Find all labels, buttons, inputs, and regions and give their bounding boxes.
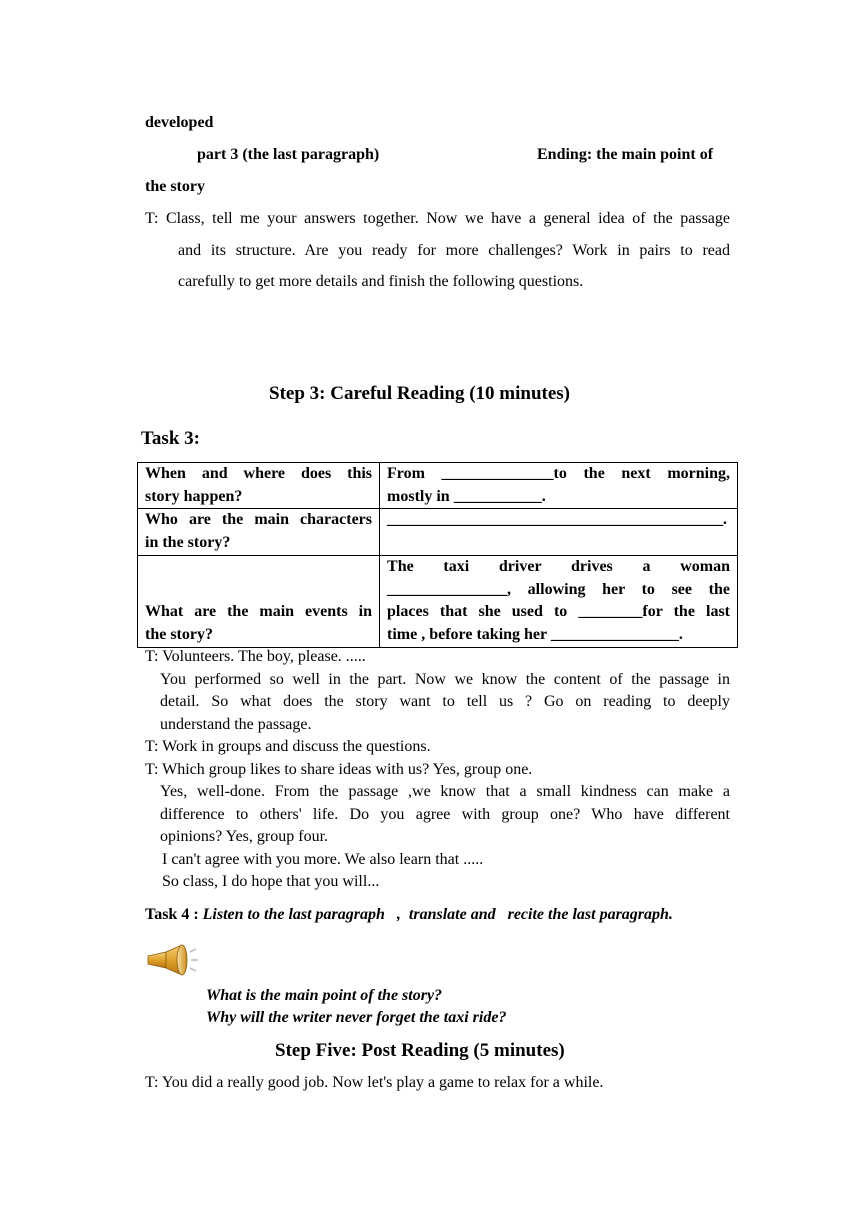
dialogue-line: T: Work in groups and discuss the questions.	[145, 738, 431, 755]
part3-description: Ending: the main point of	[537, 146, 714, 163]
dialogue-line: opinions? Yes, group four.	[160, 828, 329, 845]
intro-line-the-story: the story	[145, 178, 205, 195]
table-answer-cell: From ______________to the next morning, mostly in ___________.	[380, 463, 738, 509]
table-question-cell: Who are the main characters in the story?	[138, 509, 380, 555]
teacher-line: and its structure. Are you ready for more challenges? Work in pairs to read	[178, 241, 730, 259]
dialogue-block	[145, 646, 730, 894]
table-answer-cell: The taxi driver drives a woman _______________, allowing her to see the places that she used to ________for the last time , before taking her ________________.	[380, 555, 738, 647]
task3-label: Task 3:	[141, 428, 200, 449]
question-never-forget: Why will the writer never forget the taxi ride?	[206, 1009, 507, 1026]
teacher-line: carefully to get more details and finish the following questions.	[178, 273, 584, 290]
step5-teacher-line: T: You did a really good job. Now let's play a game to relax for a while.	[145, 1074, 604, 1091]
dialogue-line: You performed so well in the part. Now we know the content of the passage in	[160, 670, 730, 688]
dialogue-line: understand the passage.	[160, 715, 312, 733]
teacher-paragraph	[145, 203, 730, 298]
dialogue-line: detail. So what does the story want to tell us ? Go on reading to deeply	[160, 693, 730, 710]
table-row	[138, 555, 738, 647]
question-main-point: What is the main point of the story?	[206, 987, 443, 1004]
task4-text: Listen to the last paragraph , translate and recite the last paragraph.	[202, 906, 673, 923]
table-question-cell: What are the main events in the story?	[138, 555, 380, 647]
task3-table	[137, 462, 738, 648]
task4-label: Task 4 :	[145, 906, 203, 923]
teacher-line: T: Class, tell me your answers together. Now we have a general idea of the passage	[145, 210, 730, 227]
task4-instruction	[145, 906, 730, 924]
table-question-cell: When and where does this story happen?	[138, 463, 380, 509]
dialogue-line: Yes, well-done. From the passage ,we know that a small kindness can make a	[160, 783, 730, 800]
step5-heading: Step Five: Post Reading (5 minutes)	[275, 1040, 565, 1061]
dialogue-line: difference to others' life. Do you agree with group one? Who have different	[160, 805, 730, 823]
table-row	[138, 463, 738, 509]
part3-label: part 3 (the last paragraph)	[197, 146, 380, 163]
step3-heading: Step 3: Careful Reading (10 minutes)	[269, 383, 571, 404]
dialogue-line: T: Which group likes to share ideas with us? Yes, group one.	[145, 760, 533, 778]
dialogue-line: So class, I do hope that you will...	[162, 873, 380, 890]
intro-line-developed: developed	[145, 114, 214, 131]
loudspeaker-icon	[146, 944, 206, 976]
table-row	[138, 509, 738, 555]
dialogue-line: T: Volunteers. The boy, please. .....	[145, 648, 366, 665]
dialogue-line: I can't agree with you more. We also learn that .....	[162, 850, 484, 868]
table-answer-cell: __________________________________________.	[380, 509, 738, 555]
